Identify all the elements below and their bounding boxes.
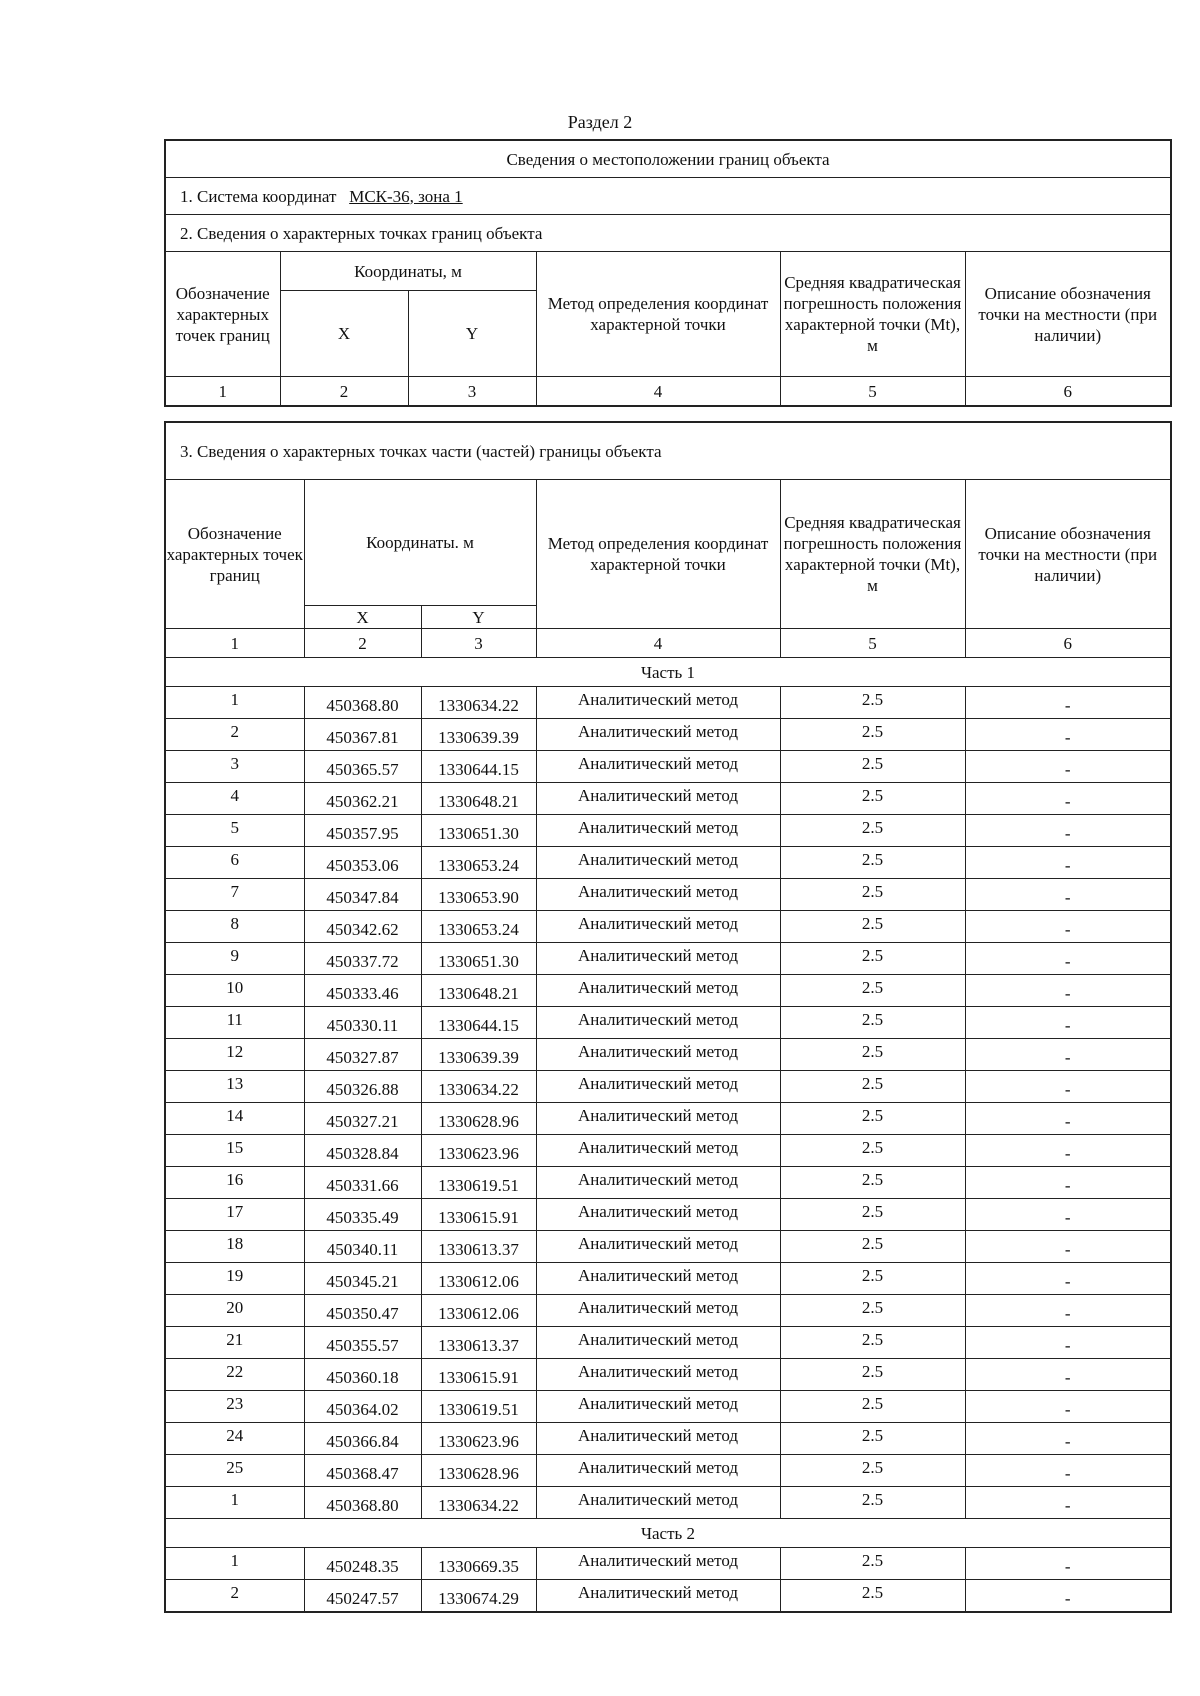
table-row	[165, 1487, 1171, 1519]
table-row	[165, 1423, 1171, 1455]
header-designation: Обозначение характерных точек границ	[165, 480, 304, 629]
coord-x: 450367.81	[304, 719, 421, 751]
description: -	[965, 1231, 1171, 1263]
description: -	[965, 1263, 1171, 1295]
coord-x: 450368.80	[304, 687, 421, 719]
error-value: 2.5	[780, 1423, 965, 1455]
description: -	[965, 943, 1171, 975]
description: -	[965, 1359, 1171, 1391]
error-value: 2.5	[780, 1487, 965, 1519]
part-title: Часть 2	[165, 1519, 1171, 1548]
part-header-row	[165, 658, 1171, 687]
coord-x: 450330.11	[304, 1007, 421, 1039]
table-row	[165, 1135, 1171, 1167]
table-row	[165, 1359, 1171, 1391]
table-row	[165, 1580, 1171, 1613]
point-id: 18	[165, 1231, 304, 1263]
description: -	[965, 719, 1171, 751]
table-row	[165, 719, 1171, 751]
coord-y: 1330644.15	[421, 1007, 536, 1039]
coord-y: 1330613.37	[421, 1327, 536, 1359]
method: Аналитический метод	[536, 1103, 780, 1135]
error-value: 2.5	[780, 1548, 965, 1580]
method: Аналитический метод	[536, 815, 780, 847]
error-value: 2.5	[780, 1295, 965, 1327]
method: Аналитический метод	[536, 1548, 780, 1580]
error-value: 2.5	[780, 1455, 965, 1487]
method: Аналитический метод	[536, 1295, 780, 1327]
point-id: 13	[165, 1071, 304, 1103]
error-value: 2.5	[780, 1007, 965, 1039]
col-number: 3	[421, 629, 536, 658]
header-y: Y	[421, 606, 536, 629]
table-row	[165, 975, 1171, 1007]
points-heading: 2. Сведения о характерных точках границ объекта	[165, 215, 1171, 252]
coord-y: 1330613.37	[421, 1231, 536, 1263]
coord-x: 450328.84	[304, 1135, 421, 1167]
table-row	[165, 1199, 1171, 1231]
coord-y: 1330669.35	[421, 1548, 536, 1580]
error-value: 2.5	[780, 687, 965, 719]
coord-x: 450331.66	[304, 1167, 421, 1199]
part-points-heading: 3. Сведения о характерных точках части (частей) границы объекта	[165, 422, 1171, 480]
table-row	[165, 1071, 1171, 1103]
col-number: 3	[408, 377, 536, 407]
method: Аналитический метод	[536, 1039, 780, 1071]
col-number: 5	[780, 377, 965, 407]
coord-x: 450248.35	[304, 1548, 421, 1580]
error-value: 2.5	[780, 1580, 965, 1613]
error-value: 2.5	[780, 1231, 965, 1263]
error-value: 2.5	[780, 879, 965, 911]
coord-y: 1330619.51	[421, 1391, 536, 1423]
point-id: 6	[165, 847, 304, 879]
description: -	[965, 911, 1171, 943]
header-description: Описание обозначения точки на местности (при наличии)	[965, 252, 1171, 377]
table-row	[165, 1295, 1171, 1327]
method: Аналитический метод	[536, 1327, 780, 1359]
description: -	[965, 783, 1171, 815]
coord-y: 1330634.22	[421, 1071, 536, 1103]
header-error: Средняя квадратическая погрешность положения характерной точки (Mt), м	[780, 252, 965, 377]
point-id: 1	[165, 687, 304, 719]
coord-y: 1330615.91	[421, 1359, 536, 1391]
description: -	[965, 815, 1171, 847]
description: -	[965, 1455, 1171, 1487]
table-row	[165, 1167, 1171, 1199]
coord-y: 1330648.21	[421, 783, 536, 815]
error-value: 2.5	[780, 975, 965, 1007]
coord-x: 450368.47	[304, 1455, 421, 1487]
header-designation: Обозначение характерных точек границ	[165, 252, 280, 377]
error-value: 2.5	[780, 911, 965, 943]
header-coords: Координаты, м	[280, 252, 536, 291]
description: -	[965, 687, 1171, 719]
coord-x: 450366.84	[304, 1423, 421, 1455]
coord-x: 450342.62	[304, 911, 421, 943]
coord-y: 1330651.30	[421, 815, 536, 847]
point-id: 5	[165, 815, 304, 847]
table-row	[165, 1455, 1171, 1487]
method: Аналитический метод	[536, 879, 780, 911]
point-id: 9	[165, 943, 304, 975]
boundary-heading: Сведения о местоположении границ объекта	[165, 140, 1171, 178]
point-id: 8	[165, 911, 304, 943]
point-id: 2	[165, 719, 304, 751]
table-row	[165, 815, 1171, 847]
table-row	[165, 1039, 1171, 1071]
error-value: 2.5	[780, 783, 965, 815]
method: Аналитический метод	[536, 1455, 780, 1487]
point-id: 11	[165, 1007, 304, 1039]
coord-x: 450326.88	[304, 1071, 421, 1103]
method: Аналитический метод	[536, 1263, 780, 1295]
table-row	[165, 911, 1171, 943]
coord-y: 1330639.39	[421, 1039, 536, 1071]
coord-y: 1330628.96	[421, 1455, 536, 1487]
table-row	[165, 879, 1171, 911]
method: Аналитический метод	[536, 783, 780, 815]
method: Аналитический метод	[536, 1580, 780, 1613]
coord-x: 450362.21	[304, 783, 421, 815]
coord-y: 1330623.96	[421, 1135, 536, 1167]
coord-x: 450327.87	[304, 1039, 421, 1071]
error-value: 2.5	[780, 943, 965, 975]
header-x: X	[280, 291, 408, 377]
header-coords: Координаты. м	[304, 480, 536, 606]
coord-y: 1330653.90	[421, 879, 536, 911]
error-value: 2.5	[780, 847, 965, 879]
coord-x: 450355.57	[304, 1327, 421, 1359]
section-title: Раздел 2	[567, 112, 633, 132]
header-method: Метод определения координат характерной точки	[536, 252, 780, 377]
table-row	[165, 1327, 1171, 1359]
table-row	[165, 943, 1171, 975]
error-value: 2.5	[780, 751, 965, 783]
table-row	[165, 1391, 1171, 1423]
coord-x: 450337.72	[304, 943, 421, 975]
point-id: 20	[165, 1295, 304, 1327]
boundary-info-table	[164, 139, 1172, 407]
method: Аналитический метод	[536, 1487, 780, 1519]
table-row	[165, 751, 1171, 783]
coord-x: 450357.95	[304, 815, 421, 847]
method: Аналитический метод	[536, 943, 780, 975]
description: -	[965, 1295, 1171, 1327]
method: Аналитический метод	[536, 751, 780, 783]
part-header-row	[165, 1519, 1171, 1548]
description: -	[965, 847, 1171, 879]
coord-y: 1330619.51	[421, 1167, 536, 1199]
coord-x: 450347.84	[304, 879, 421, 911]
coord-y: 1330648.21	[421, 975, 536, 1007]
method: Аналитический метод	[536, 687, 780, 719]
header-error: Средняя квадратическая погрешность положения характерной точки (Mt), м	[780, 480, 965, 629]
method: Аналитический метод	[536, 1199, 780, 1231]
error-value: 2.5	[780, 1327, 965, 1359]
header-description: Описание обозначения точки на местности (при наличии)	[965, 480, 1171, 629]
coord-x: 450360.18	[304, 1359, 421, 1391]
coord-y: 1330639.39	[421, 719, 536, 751]
point-id: 12	[165, 1039, 304, 1071]
col-number: 2	[280, 377, 408, 407]
description: -	[965, 1039, 1171, 1071]
method: Аналитический метод	[536, 1135, 780, 1167]
coord-x: 450368.80	[304, 1487, 421, 1519]
error-value: 2.5	[780, 1199, 965, 1231]
coord-x: 450340.11	[304, 1231, 421, 1263]
description: -	[965, 975, 1171, 1007]
point-id: 4	[165, 783, 304, 815]
col-number: 1	[165, 629, 304, 658]
method: Аналитический метод	[536, 1423, 780, 1455]
col-number: 6	[965, 629, 1171, 658]
method: Аналитический метод	[536, 847, 780, 879]
error-value: 2.5	[780, 1359, 965, 1391]
point-id: 1	[165, 1487, 304, 1519]
point-id: 16	[165, 1167, 304, 1199]
coord-y: 1330615.91	[421, 1199, 536, 1231]
point-id: 25	[165, 1455, 304, 1487]
header-method: Метод определения координат характерной точки	[536, 480, 780, 629]
point-id: 3	[165, 751, 304, 783]
description: -	[965, 1007, 1171, 1039]
description: -	[965, 879, 1171, 911]
coord-x: 450364.02	[304, 1391, 421, 1423]
header-y: Y	[408, 291, 536, 377]
col-number: 6	[965, 377, 1171, 407]
method: Аналитический метод	[536, 719, 780, 751]
point-id: 15	[165, 1135, 304, 1167]
col-number: 5	[780, 629, 965, 658]
coord-y: 1330653.24	[421, 911, 536, 943]
coord-system-label: 1. Система координат	[180, 186, 337, 206]
point-id: 19	[165, 1263, 304, 1295]
error-value: 2.5	[780, 719, 965, 751]
col-number: 4	[536, 629, 780, 658]
error-value: 2.5	[780, 1039, 965, 1071]
table-row	[165, 1263, 1171, 1295]
point-id: 10	[165, 975, 304, 1007]
description: -	[965, 1580, 1171, 1613]
coord-x: 450247.57	[304, 1580, 421, 1613]
coord-y: 1330653.24	[421, 847, 536, 879]
table-row	[165, 1548, 1171, 1580]
description: -	[965, 1548, 1171, 1580]
coord-y: 1330651.30	[421, 943, 536, 975]
coord-y: 1330674.29	[421, 1580, 536, 1613]
point-id: 1	[165, 1548, 304, 1580]
point-id: 14	[165, 1103, 304, 1135]
coord-x: 450350.47	[304, 1295, 421, 1327]
coord-system-value: МСК-36, зона 1	[349, 186, 463, 206]
error-value: 2.5	[780, 1071, 965, 1103]
method: Аналитический метод	[536, 1359, 780, 1391]
table-row	[165, 1007, 1171, 1039]
coord-y: 1330612.06	[421, 1263, 536, 1295]
point-id: 2	[165, 1580, 304, 1613]
method: Аналитический метод	[536, 911, 780, 943]
table-row	[165, 1103, 1171, 1135]
description: -	[965, 751, 1171, 783]
coord-y: 1330623.96	[421, 1423, 536, 1455]
point-id: 21	[165, 1327, 304, 1359]
coord-x: 450333.46	[304, 975, 421, 1007]
error-value: 2.5	[780, 1263, 965, 1295]
header-x: X	[304, 606, 421, 629]
coord-x: 450335.49	[304, 1199, 421, 1231]
description: -	[965, 1135, 1171, 1167]
table-row	[165, 1231, 1171, 1263]
coord-system-row	[165, 178, 1171, 215]
coord-y: 1330612.06	[421, 1295, 536, 1327]
coord-y: 1330634.22	[421, 1487, 536, 1519]
method: Аналитический метод	[536, 1231, 780, 1263]
coord-x: 450353.06	[304, 847, 421, 879]
description: -	[965, 1423, 1171, 1455]
col-number: 2	[304, 629, 421, 658]
description: -	[965, 1199, 1171, 1231]
error-value: 2.5	[780, 1391, 965, 1423]
method: Аналитический метод	[536, 1007, 780, 1039]
error-value: 2.5	[780, 1167, 965, 1199]
table-row	[165, 687, 1171, 719]
description: -	[965, 1327, 1171, 1359]
description: -	[965, 1487, 1171, 1519]
coord-x: 450365.57	[304, 751, 421, 783]
description: -	[965, 1167, 1171, 1199]
description: -	[965, 1071, 1171, 1103]
point-id: 17	[165, 1199, 304, 1231]
coord-x: 450345.21	[304, 1263, 421, 1295]
coord-y: 1330628.96	[421, 1103, 536, 1135]
error-value: 2.5	[780, 1103, 965, 1135]
part-points-table	[164, 421, 1172, 1613]
coord-y: 1330634.22	[421, 687, 536, 719]
error-value: 2.5	[780, 1135, 965, 1167]
point-id: 23	[165, 1391, 304, 1423]
description: -	[965, 1103, 1171, 1135]
col-number: 1	[165, 377, 280, 407]
error-value: 2.5	[780, 815, 965, 847]
table-row	[165, 783, 1171, 815]
table-row	[165, 847, 1171, 879]
coord-x: 450327.21	[304, 1103, 421, 1135]
coord-y: 1330644.15	[421, 751, 536, 783]
part-title: Часть 1	[165, 658, 1171, 687]
col-number: 4	[536, 377, 780, 407]
method: Аналитический метод	[536, 975, 780, 1007]
method: Аналитический метод	[536, 1167, 780, 1199]
description: -	[965, 1391, 1171, 1423]
method: Аналитический метод	[536, 1391, 780, 1423]
method: Аналитический метод	[536, 1071, 780, 1103]
point-id: 24	[165, 1423, 304, 1455]
point-id: 7	[165, 879, 304, 911]
point-id: 22	[165, 1359, 304, 1391]
